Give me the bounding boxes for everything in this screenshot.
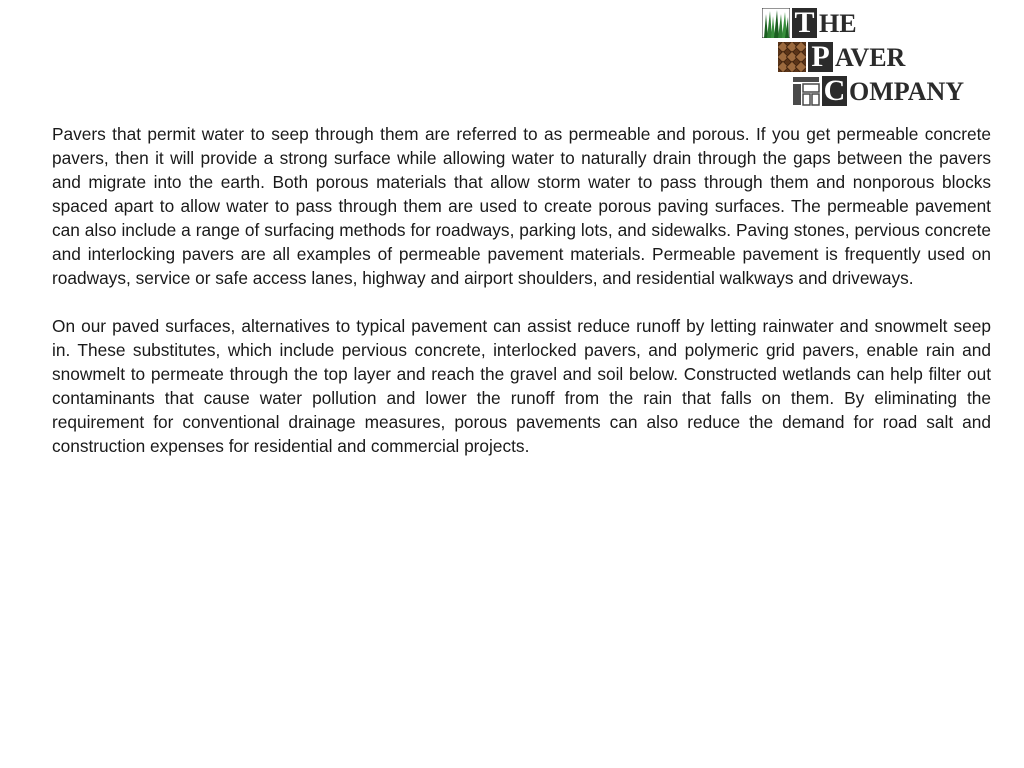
logo-text-aver: AVER	[835, 43, 906, 72]
paragraph-runoff-alternatives: On our paved surfaces, alternatives to typical pavement can assist reduce runoff by letting rainwater and snowmelt seep in. These substitutes, which include pervious concrete, interlocked pavers, and polymeric grid pavers, enable rain and snowmelt to permeate through the top layer and reach the gravel and soil below. Constructed wetlands can help filter out contaminants that cause water pollution and lower the runoff from the rain that falls on them. By eliminating the requirement for conventional drainage measures, porous pavements can also reduce the demand for road salt and construction expenses for residential and commercial projects.	[52, 316, 991, 456]
logo-cap-p: P	[808, 42, 833, 72]
grass-icon	[762, 8, 790, 38]
logo-cap-t: T	[792, 8, 817, 38]
logo-text-he: HE	[819, 9, 857, 38]
logo-text-ompany: OMPANY	[849, 77, 965, 106]
logo-cap-c: C	[823, 74, 846, 107]
logo-line-company	[792, 72, 964, 106]
paragraph-permeable-pavers: Pavers that permit water to seep through them are referred to as permeable and porous. If you get permeable concrete pavers, then it will provide a strong surface while allowing water to naturally drain through the gaps between the pavers and migrate into the earth. Both porous materials that allow storm water to pass through them and nonporous blocks spaced apart to allow water to pass through them are used to create porous paving surfaces. The permeable pavement can also include a range of surfacing methods for roadways, parking lots, and sidewalks. Paving stones, pervious concrete and interlocking pavers are all examples of permeable pavement materials. Permeable pavement is frequently used on roadways, service or safe access lanes, highway and airport shoulders, and residential walkways and driveways.	[52, 124, 991, 288]
company-logo	[762, 4, 1002, 108]
paver-tile-icon	[778, 42, 806, 72]
logo-line-paver	[778, 38, 905, 72]
article-body	[52, 122, 991, 458]
building-blocks-icon	[792, 76, 820, 106]
logo-line-the	[762, 4, 857, 38]
